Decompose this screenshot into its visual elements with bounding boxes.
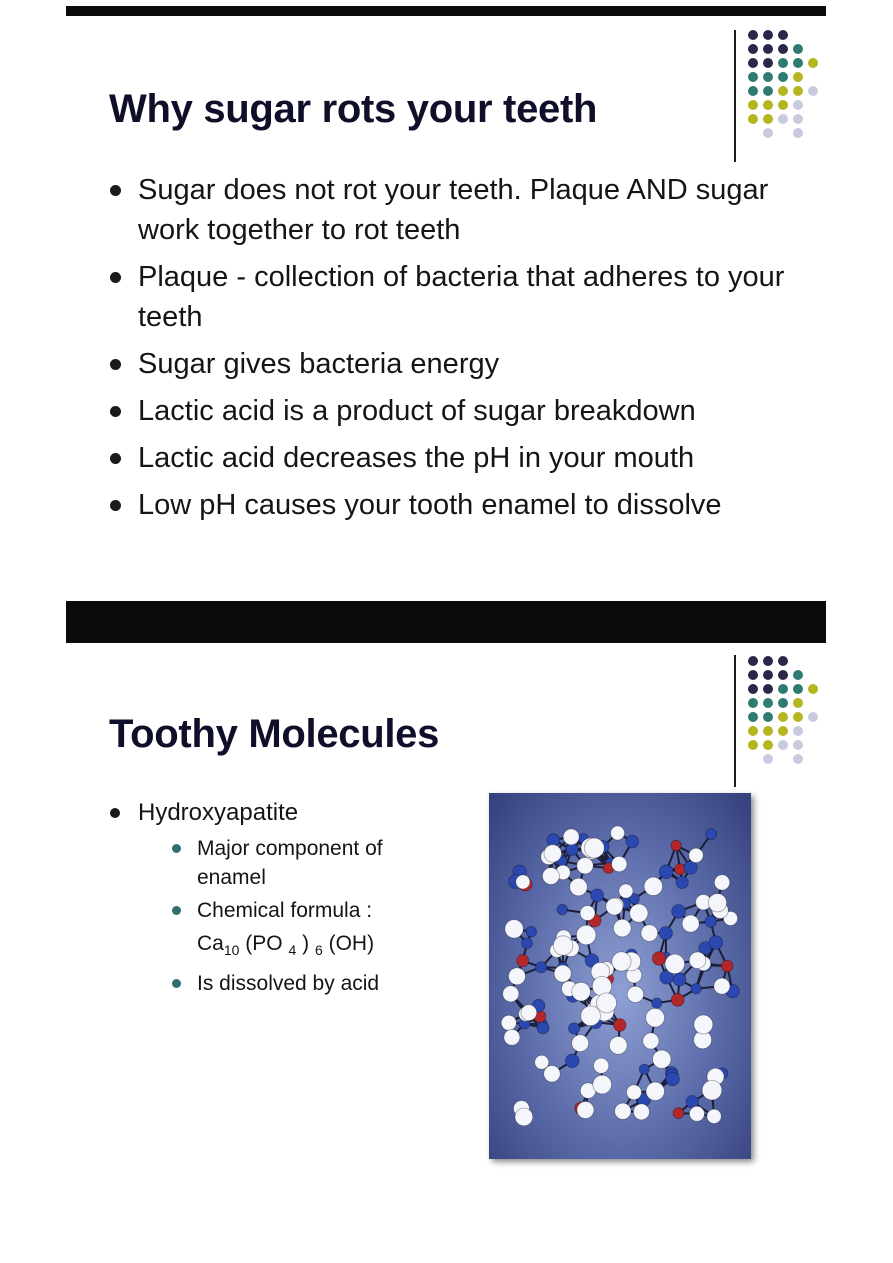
slide1-title: Why sugar rots your teeth	[109, 87, 598, 131]
decorative-dot	[778, 100, 788, 110]
decorative-dot	[793, 698, 803, 708]
decorative-dot	[808, 684, 818, 694]
molecule-atom	[615, 1103, 631, 1119]
molecule-atom	[577, 857, 593, 873]
decorative-dot	[748, 44, 758, 54]
slide1-dot-grid	[748, 30, 824, 142]
decorative-dot	[793, 86, 803, 96]
hydroxyapatite-molecule-image	[489, 793, 751, 1159]
molecule-atom	[503, 986, 519, 1002]
decorative-dot	[778, 656, 788, 666]
decorative-dot	[793, 44, 803, 54]
molecule-atom	[576, 925, 596, 945]
decorative-dot	[778, 698, 788, 708]
molecule-atom	[707, 1109, 721, 1123]
molecule-atom	[594, 1058, 609, 1073]
sub-bullet-acid: Is dissolved by acid	[168, 969, 448, 998]
decorative-dot	[793, 58, 803, 68]
slide1-bullet: Sugar gives bacteria energy	[108, 344, 808, 384]
molecule-atom	[584, 838, 604, 858]
molecule-atom	[676, 876, 688, 888]
molecule-atom	[612, 856, 627, 871]
molecule-atom	[653, 1050, 671, 1068]
decorative-dot	[763, 684, 773, 694]
decorative-dot	[778, 726, 788, 736]
molecule-atom	[563, 829, 579, 845]
molecule-atom	[593, 1075, 612, 1094]
molecule-atom	[691, 983, 702, 994]
molecule-atom	[709, 936, 723, 950]
decorative-dot	[748, 740, 758, 750]
sub-bullet-component: Major component of enamel	[168, 834, 448, 892]
molecule-atom	[614, 919, 632, 937]
decorative-dot	[778, 670, 788, 680]
decorative-dot	[748, 114, 758, 124]
decorative-dot	[793, 754, 803, 764]
decorative-dot	[793, 100, 803, 110]
formula-po-subscript: 4	[288, 942, 297, 959]
slide2-bullet	[108, 796, 448, 998]
molecule-atom	[521, 1005, 537, 1021]
decorative-dot	[778, 114, 788, 124]
molecule-atom	[708, 894, 726, 912]
molecule-atom	[689, 848, 703, 862]
molecule-atom	[673, 973, 686, 986]
molecule-atom	[666, 1072, 680, 1086]
molecule-atom	[565, 1054, 579, 1068]
molecule-atom	[542, 868, 559, 885]
decorative-dot	[748, 100, 758, 110]
slide2-top-bar	[66, 601, 826, 643]
sub-bullet-formula	[168, 896, 448, 965]
molecule-atom	[673, 1108, 684, 1119]
molecule-atom	[526, 926, 537, 937]
decorative-dot	[763, 44, 773, 54]
formula-paren-subscript: 6	[314, 942, 323, 959]
molecule-atom	[706, 829, 717, 840]
decorative-dot	[793, 684, 803, 694]
decorative-dot	[748, 58, 758, 68]
decorative-dot	[778, 740, 788, 750]
decorative-dot	[793, 670, 803, 680]
decorative-dot	[793, 128, 803, 138]
hydroxyapatite-label: Hydroxyapatite	[138, 799, 299, 826]
decorative-dot	[748, 684, 758, 694]
molecule-atom	[626, 835, 639, 848]
decorative-dot	[748, 72, 758, 82]
molecule-atom	[522, 938, 533, 949]
molecule-atom	[613, 1019, 626, 1032]
decorative-dot	[763, 100, 773, 110]
molecule-atom	[597, 993, 617, 1013]
molecule-atom	[572, 982, 591, 1001]
decorative-dot	[808, 86, 818, 96]
decorative-dot	[763, 128, 773, 138]
molecule-atom	[501, 1015, 516, 1030]
molecule-atom	[591, 889, 604, 902]
molecule-atom	[627, 986, 643, 1002]
molecule-atom	[568, 1023, 579, 1034]
molecule-atom	[665, 954, 685, 974]
molecule-atom	[536, 962, 547, 973]
decorative-dot	[793, 72, 803, 82]
molecule-atom	[659, 865, 673, 879]
molecule-atom	[505, 920, 523, 938]
molecule-atom	[557, 904, 568, 915]
molecule-atom	[509, 968, 526, 985]
decorative-dot	[763, 670, 773, 680]
slide2-bullet-list	[108, 796, 448, 1002]
decorative-dot	[808, 58, 818, 68]
molecule-atom	[705, 916, 717, 928]
molecule-atom	[544, 1066, 561, 1083]
formula-oh: (OH)	[328, 932, 375, 955]
molecule-atom	[714, 978, 730, 994]
decorative-dot	[763, 72, 773, 82]
decorative-dot	[748, 30, 758, 40]
decorative-dot	[793, 712, 803, 722]
slide1-bullet: Lactic acid is a product of sugar breakdown	[108, 391, 808, 431]
decorative-dot	[778, 86, 788, 96]
molecule-atom	[630, 904, 648, 922]
decorative-dot	[778, 684, 788, 694]
slide1-bullet: Plaque - collection of bacteria that adheres to your teeth	[108, 257, 808, 337]
molecule-model-icon	[489, 793, 751, 1159]
molecule-atom	[544, 845, 562, 863]
slide2-sub-bullet-list	[138, 834, 448, 998]
molecule-atom	[612, 952, 631, 971]
decorative-dot	[778, 58, 788, 68]
molecule-atom	[554, 965, 571, 982]
decorative-dot	[763, 656, 773, 666]
molecule-atom	[609, 1037, 627, 1055]
decorative-dot	[793, 726, 803, 736]
molecule-atom	[581, 1006, 601, 1026]
molecule-atom	[671, 993, 684, 1006]
decorative-dot	[748, 670, 758, 680]
molecule-atom	[606, 898, 623, 915]
molecule-atom	[577, 1102, 594, 1119]
decorative-dot	[748, 698, 758, 708]
decorative-dot	[778, 72, 788, 82]
molecule-atom	[684, 861, 697, 874]
decorative-dot	[763, 114, 773, 124]
molecule-atom	[517, 955, 529, 967]
chemical-formula	[197, 929, 448, 965]
decorative-dot	[778, 30, 788, 40]
decorative-dot	[748, 726, 758, 736]
molecule-atom	[659, 927, 672, 940]
slide2-title: Toothy Molecules	[109, 712, 440, 756]
molecule-atom	[553, 936, 573, 956]
decorative-dot	[763, 86, 773, 96]
molecule-atom	[644, 877, 662, 895]
decorative-dot	[778, 712, 788, 722]
molecule-atom	[671, 840, 681, 850]
molecule-atom	[619, 884, 633, 898]
molecule-atom	[672, 904, 686, 918]
slide1-bullet: Lactic acid decreases the pH in your mouth	[108, 438, 808, 478]
decorative-dot	[763, 712, 773, 722]
molecule-atom	[652, 952, 665, 965]
molecule-atom	[639, 1064, 649, 1074]
formula-ca: Ca	[197, 932, 224, 955]
molecule-atom	[626, 1085, 641, 1100]
molecule-atom	[641, 925, 658, 942]
molecule-atom	[537, 1022, 549, 1034]
molecule-atom	[572, 1035, 589, 1052]
molecule-atom	[689, 1106, 704, 1121]
formula-label: Chemical formula :	[197, 899, 373, 922]
decorative-dot	[763, 58, 773, 68]
molecule-atom	[721, 960, 733, 972]
formula-ca-subscript: 10	[223, 942, 240, 959]
slide1-bullet-list	[108, 170, 808, 532]
molecule-atom	[714, 875, 729, 890]
molecule-atom	[689, 952, 706, 969]
molecule-atom	[580, 906, 595, 921]
decorative-dot	[763, 698, 773, 708]
decorative-dot	[793, 114, 803, 124]
molecule-atom	[702, 1080, 722, 1100]
molecule-atom	[504, 1029, 520, 1045]
decorative-dot	[763, 30, 773, 40]
formula-paren: )	[302, 932, 310, 955]
decorative-dot	[763, 740, 773, 750]
slide1-top-bar	[66, 6, 826, 16]
molecule-atom	[611, 826, 625, 840]
molecule-atom	[646, 1008, 665, 1027]
molecule-atom	[682, 915, 699, 932]
molecule-atom	[570, 878, 588, 896]
slide2-dot-grid	[748, 656, 824, 768]
decorative-dot	[763, 726, 773, 736]
decorative-dot	[748, 656, 758, 666]
molecule-atom	[633, 1104, 649, 1120]
molecule-atom	[652, 998, 662, 1008]
decorative-dot	[748, 712, 758, 722]
molecule-atom	[646, 1082, 664, 1100]
slide2-vertical-rule	[734, 655, 736, 787]
decorative-dot	[793, 740, 803, 750]
molecule-atom	[516, 875, 530, 889]
slide1-bullet: Low pH causes your tooth enamel to dissolve	[108, 485, 808, 525]
formula-po: (PO	[245, 932, 283, 955]
molecule-atom	[515, 1108, 533, 1126]
molecule-atom	[694, 1015, 713, 1034]
decorative-dot	[763, 754, 773, 764]
slide1-vertical-rule	[734, 30, 736, 162]
molecule-atom	[643, 1033, 659, 1049]
decorative-dot	[778, 44, 788, 54]
decorative-dot	[748, 86, 758, 96]
decorative-dot	[808, 712, 818, 722]
slide1-bullet: Sugar does not rot your teeth. Plaque AND sugar work together to rot teeth	[108, 170, 808, 250]
